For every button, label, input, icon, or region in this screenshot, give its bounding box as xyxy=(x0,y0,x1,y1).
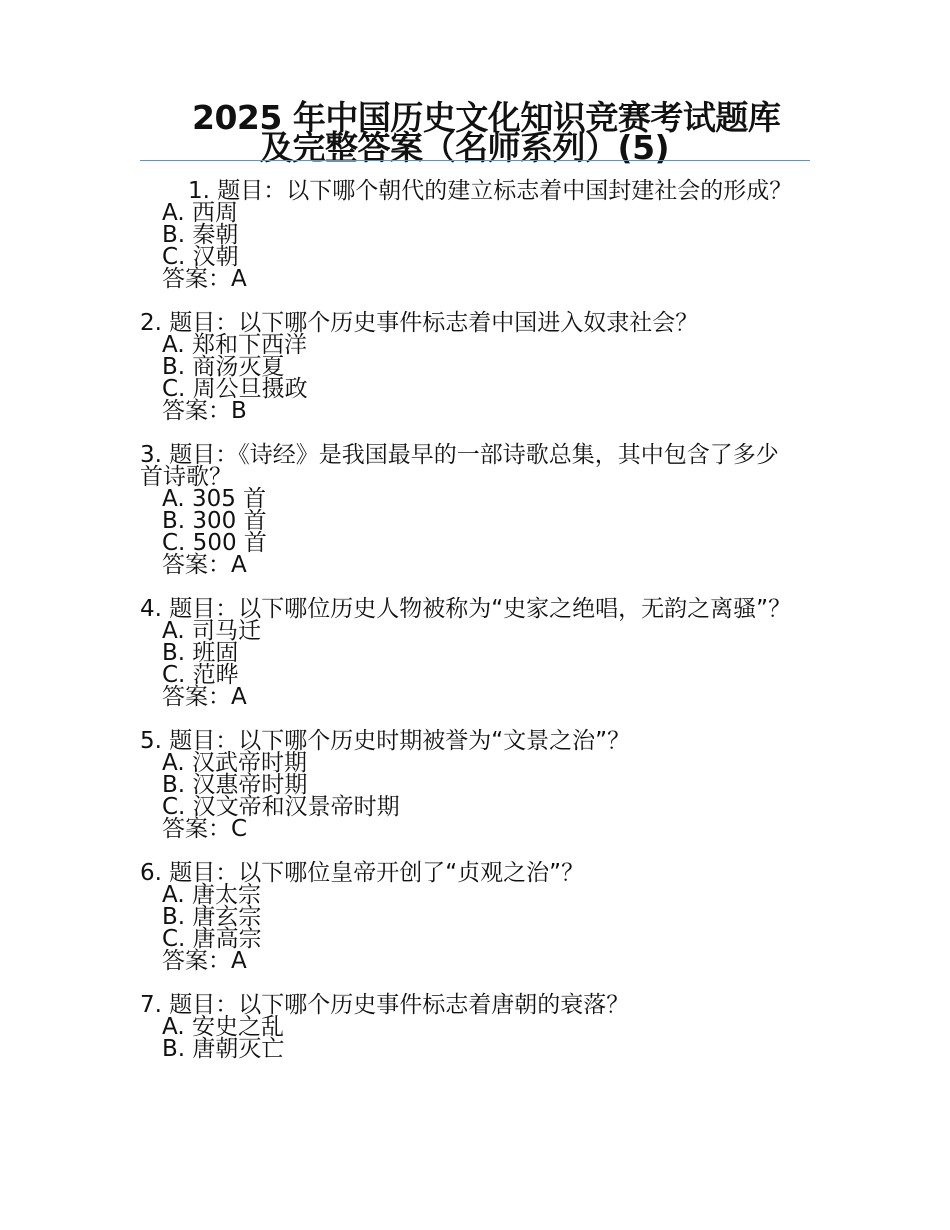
option-b: B. 商汤灭夏 xyxy=(162,354,285,380)
option-b: B. 300 首 xyxy=(162,508,267,534)
option-c: C. 汉朝 xyxy=(162,244,239,270)
question-stem: 5. 题目：以下哪个历史时期被誉为“文景之治”？ xyxy=(140,728,631,754)
option-b: B. 秦朝 xyxy=(162,222,239,248)
question-stem: 2. 题目：以下哪个历史事件标志着中国进入奴隶社会？ xyxy=(140,310,699,336)
question-stem: 7. 题目：以下哪个历史事件标志着唐朝的衰落？ xyxy=(140,992,630,1018)
option-a: A. 汉武帝时期 xyxy=(162,750,307,776)
question-stem: 1. 题目：以下哪个朝代的建立标志着中国封建社会的形成？ xyxy=(188,178,793,204)
option-a: A. 西周 xyxy=(162,200,238,226)
option-b: B. 班固 xyxy=(162,640,239,666)
option-a: A. 唐太宗 xyxy=(162,882,261,908)
answer: 答案：A xyxy=(162,552,247,578)
option-a: A. 305 首 xyxy=(162,486,267,512)
question-list xyxy=(140,180,800,1082)
option-b: B. 汉惠帝时期 xyxy=(162,772,308,798)
option-a: A. 安史之乱 xyxy=(162,1014,284,1040)
question-3 xyxy=(140,444,800,576)
option-b: B. 唐玄宗 xyxy=(162,904,262,930)
question-2 xyxy=(140,312,800,422)
question-stem: 6. 题目：以下哪位皇帝开创了“贞观之治”？ xyxy=(140,860,585,886)
title-line-2: 及完整答案（名师系列）(5) xyxy=(260,128,670,167)
option-c: C. 唐高宗 xyxy=(162,926,262,952)
question-6 xyxy=(140,862,800,972)
answer: 答案：C xyxy=(162,816,248,842)
question-7 xyxy=(140,994,800,1060)
option-a: A. 司马迁 xyxy=(162,618,261,644)
option-b: B. 唐朝灭亡 xyxy=(162,1036,285,1062)
option-c: C. 500 首 xyxy=(162,530,267,556)
option-c: C. 范晔 xyxy=(162,662,239,688)
title-line-1: 2025 年中国历史文化知识竞赛考试题库 xyxy=(192,98,781,137)
answer: 答案：A xyxy=(162,684,247,710)
question-stem: 3. 题目：《诗经》是我国最早的一部诗歌总集，其中包含了多少首诗歌？ xyxy=(140,442,779,490)
question-5 xyxy=(140,730,800,840)
option-a: A. 郑和下西洋 xyxy=(162,332,307,358)
question-stem: 4. 题目：以下哪位历史人物被称为“史家之绝唱，无韵之离骚”？ xyxy=(140,596,792,622)
title-divider xyxy=(140,160,810,161)
option-c: C. 汉文帝和汉景帝时期 xyxy=(162,794,400,820)
answer: 答案：A xyxy=(162,948,247,974)
answer: 答案：A xyxy=(162,266,247,292)
question-1 xyxy=(140,180,800,290)
answer: 答案：B xyxy=(162,398,247,424)
option-c: C. 周公旦摄政 xyxy=(162,376,308,402)
document-title xyxy=(140,98,810,167)
question-4 xyxy=(140,598,800,708)
